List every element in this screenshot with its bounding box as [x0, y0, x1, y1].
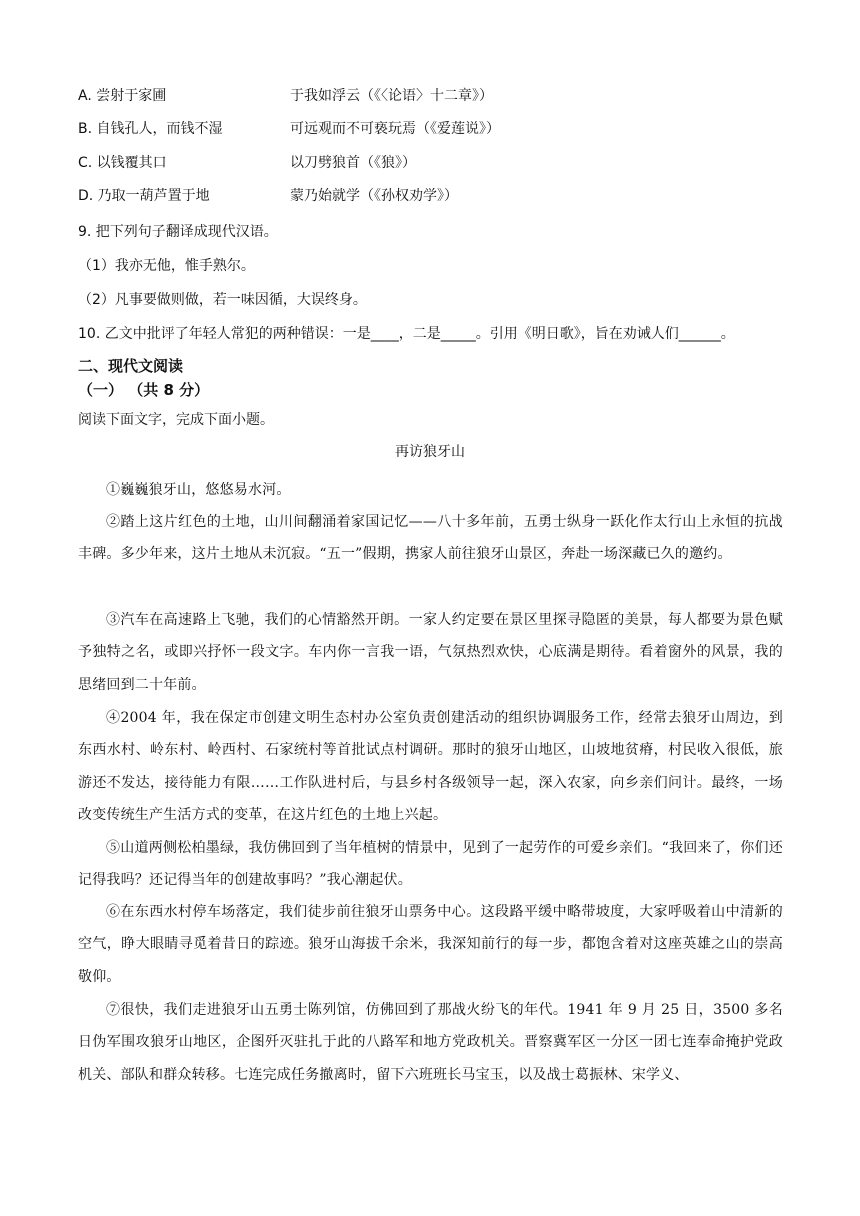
- option-d-label: D. 乃取一葫芦置于地: [78, 188, 210, 204]
- article-paragraph-6: ⑥在东西水村停车场落定，我们徒步前往狼牙山票务中心。这段路平缓中略带坡度，大家呼吸着山中清新的空气，睁大眼睛寻觅着昔日的踪迹。狼牙山海拔千余米，我深知前行的每一步，都饱含着对这座英雄之山的崇高敬仰。: [78, 904, 783, 985]
- option-b-ref: 可远观而不可亵玩焉（《爱莲说》）: [290, 121, 500, 137]
- article-paragraph-3: ③汽车在高速路上飞驰，我们的心情豁然开朗。一家人约定要在景区里探寻隐匿的美景，每人都要为景色赋予独特之名，或即兴抒怀一段文字。车内你一言我一语，气氛热烈欢快，心底满是期待。看着窗外的风景，我的思绪回到二十年前。: [78, 612, 783, 693]
- option-b-label: B. 自钱孔人，而钱不湿: [78, 121, 223, 137]
- section-heading: 二、现代文阅读: [78, 357, 184, 375]
- option-c-label: C. 以钱覆其口: [78, 155, 167, 171]
- q9-sentence-2: （2）凡事要做则做，若一味因循，大误终身。: [78, 292, 367, 308]
- article-title: 再访狼牙山: [395, 444, 465, 460]
- article-paragraph-1: ①巍巍狼牙山，悠悠易水河。: [106, 482, 291, 498]
- option-d-ref: 蒙乃始就学（《孙权劝学》）: [290, 188, 458, 204]
- q10-stem: 10. 乙文中批评了年轻人常犯的两种错误：一是____，二是_____。引用《明日歌》，旨在劝诫人们______。: [78, 326, 735, 342]
- article-paragraph-7: ⑦很快，我们走进狼牙山五勇士陈列馆，仿佛回到了那战火纷飞的年代。1941 年 9 月 25 日，3500 多名日伪军围攻狼牙山地区，企图歼灭驻扎于此的八路军和地方党政机关。晋察冀军区一分区一团七连奉命掩护党政机关、部队和群众转移。七连完成任务撤离时，留下六班班长马宝玉，以及战士葛振林、宋学义、: [78, 1002, 783, 1083]
- article-paragraph-4: ④2004 年，我在保定市创建文明生态村办公室负责创建活动的组织协调服务工作，经常去狼牙山周边，到东西水村、岭东村、岭西村、石家统村等首批试点村调研。那时的狼牙山地区，山坡地贫瘠，村民收入很低，旅游还不发达，接待能力有限……工作队进村后，与县乡村各级领导一起，深入农家，向乡亲们问计。最终，一场改变传统生产生活方式的变革，在这片红色的土地上兴起。: [78, 710, 783, 823]
- option-c-ref: 以刀劈狼首（《狼》）: [290, 155, 416, 171]
- article-paragraph-2: ②踏上这片红色的土地，山川间翻涌着家国记忆——八十多年前，五勇士纵身一跃化作太行山上永恒的抗战丰碑。多少年来，这片土地从未沉寂。“五一”假期，携家人前往狼牙山景区，奔赴一场深藏已久的邀约。: [78, 514, 783, 563]
- section-instruction: 阅读下面文字，完成下面小题。: [78, 412, 274, 428]
- q9-stem: 9. 把下列句子翻译成现代汉语。: [78, 224, 278, 240]
- section-subheading: （一） （共 8 分）: [78, 381, 210, 399]
- option-a-ref: 于我如浮云（《〈论语〉十二章》）: [290, 88, 493, 104]
- q9-sentence-1: （1）我亦无他，惟手熟尔。: [78, 258, 255, 274]
- article-paragraph-5: ⑤山道两侧松柏墨绿，我仿佛回到了当年植树的情景中，见到了一起劳作的可爱乡亲们。“我回来了，你们还记得我吗？还记得当年的创建故事吗？”我心潮起伏。: [78, 840, 783, 889]
- option-a-label: A. 尝射于家圃: [78, 88, 167, 104]
